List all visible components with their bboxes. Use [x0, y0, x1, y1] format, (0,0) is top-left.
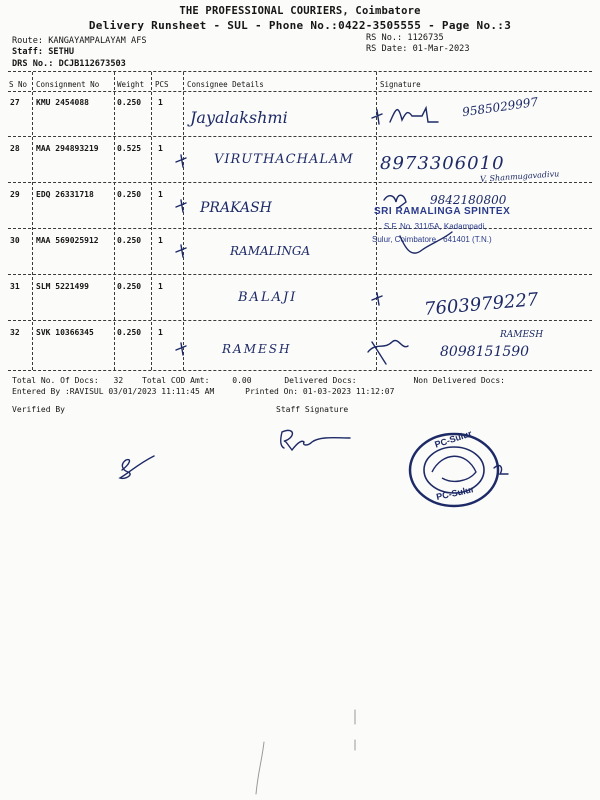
- stamp-company-name: SRI RAMALINGA SPINTEX: [374, 206, 511, 217]
- cell-consignment: KMU 2454088: [36, 98, 89, 107]
- total-cod-value: 0.00: [232, 376, 252, 385]
- signature-mark: [390, 108, 438, 122]
- staff-signature-mark: [281, 430, 350, 450]
- cell-weight: 0.250: [117, 328, 142, 337]
- stamp-top-text: PC-Sulur: [433, 428, 474, 450]
- entered-by: Entered By :RAVISUL 03/01/2023 11:11:45 AM: [12, 387, 215, 396]
- stamp-bottom-text: PC-Sulur: [435, 484, 476, 502]
- cell-pcs: 1: [158, 144, 163, 153]
- cell-pcs: 1: [158, 190, 163, 199]
- tick-mark: [176, 155, 186, 167]
- tick-mark: [372, 110, 382, 124]
- consignee-handwriting: Jayalakshmi: [190, 108, 288, 127]
- col-header-sno: S No: [9, 80, 28, 89]
- signature-note: V. Shanmugavadivu: [479, 169, 560, 184]
- company-title: THE PROFESSIONAL COURIERS, Coimbatore: [179, 5, 421, 17]
- cell-consignment: SLM 5221499: [36, 282, 89, 291]
- col-header-pcs: PCS: [155, 80, 169, 89]
- cell-pcs: 1: [158, 328, 163, 337]
- cell-sno: 32: [10, 328, 20, 337]
- cell-weight: 0.250: [117, 236, 142, 245]
- cell-sno: 28: [10, 144, 20, 153]
- consignee-handwriting: VIRUTHACHALAM: [214, 152, 354, 167]
- total-docs-label: Total No. Of Docs:: [12, 376, 99, 385]
- cell-sno: 30: [10, 236, 20, 245]
- cell-consignment: MAA 294893219: [36, 144, 99, 153]
- consignee-handwriting: PRAKASH: [200, 200, 272, 216]
- cell-pcs: 1: [158, 236, 163, 245]
- total-docs-value: 32: [113, 376, 124, 385]
- printed-on: Printed On: 01-03-2023 11:12:07: [245, 387, 395, 396]
- route-label: Route:: [12, 36, 44, 46]
- verified-by-label: Verified By: [12, 405, 65, 414]
- total-cod-label: Total COD Amt:: [142, 376, 210, 385]
- staff-value: SETHU: [48, 47, 75, 57]
- col-header-weight: Weight: [117, 80, 145, 89]
- cell-weight: 0.525: [117, 144, 142, 153]
- signature-mark: [368, 340, 408, 364]
- totals-line: [12, 376, 505, 385]
- signature-mark: [384, 195, 406, 208]
- rs-date-value: 01-Mar-2023: [412, 44, 470, 54]
- tick-mark: [176, 245, 186, 257]
- cell-sno: 29: [10, 190, 20, 199]
- signature-handwriting: 9842180800: [430, 193, 507, 207]
- cell-pcs: 1: [158, 282, 163, 291]
- non-delivered-docs-label: Non Delivered Docs:: [413, 376, 505, 385]
- cell-weight: 0.250: [117, 190, 142, 199]
- delivered-docs-label: Delivered Docs:: [284, 376, 357, 385]
- drs-value: DCJB112673503: [58, 59, 126, 69]
- col-header-consignee: Consignee Details: [187, 80, 264, 89]
- signature-handwriting: 9585029997: [461, 94, 539, 120]
- tick-mark: [372, 293, 382, 305]
- cell-consignment: SVK 10366345: [36, 328, 94, 337]
- signature-handwriting: 8973306010: [380, 153, 505, 174]
- cell-consignment: MAA 569025912: [36, 236, 99, 245]
- cell-pcs: 1: [158, 98, 163, 107]
- tick-mark: [176, 200, 186, 212]
- drs-label: DRS No.:: [12, 59, 54, 69]
- stamp-address-line: S.F. No. 311/5A, Kadampadi,: [384, 222, 487, 231]
- cell-consignment: EDQ 26331718: [36, 190, 94, 199]
- rs-date-label: RS Date:: [366, 44, 408, 54]
- col-header-signature: Signature: [380, 80, 421, 89]
- consignee-handwriting: RAMALINGA: [230, 244, 311, 258]
- scan-streaks: [256, 710, 355, 794]
- cell-weight: 0.250: [117, 282, 142, 291]
- consignee-handwriting: RAMESH: [222, 342, 292, 356]
- staff-signature-label: Staff Signature: [276, 405, 349, 414]
- signature-handwriting: 8098151590: [440, 344, 530, 360]
- signature-handwriting: 7603979227: [423, 289, 540, 320]
- runsheet-title: Delivery Runsheet - SUL - Phone No.:0422-3505555 - Page No.:3: [88, 19, 512, 32]
- pc-sulur-stamp: [406, 430, 502, 510]
- staff-label: Staff:: [12, 47, 44, 57]
- cell-weight: 0.250: [117, 98, 142, 107]
- col-header-consignment: Consignment No: [36, 80, 100, 89]
- cell-sno: 27: [10, 98, 20, 107]
- tick-mark: [176, 343, 186, 355]
- entry-line: [12, 387, 394, 396]
- consignee-handwriting: BALAJI: [238, 290, 298, 305]
- verified-signature: [120, 456, 154, 478]
- stamp-address-line: Sulur, Coimbatore - 641401 (T.N.): [372, 235, 492, 244]
- route-value: KANGAYAMPALAYAM AFS: [48, 36, 147, 46]
- rs-no-value: 1126735: [407, 33, 444, 43]
- signature-mark: [400, 232, 452, 253]
- rs-no-label: RS No.:: [366, 33, 403, 43]
- signature-note: RAMESH: [500, 330, 544, 340]
- cell-sno: 31: [10, 282, 20, 291]
